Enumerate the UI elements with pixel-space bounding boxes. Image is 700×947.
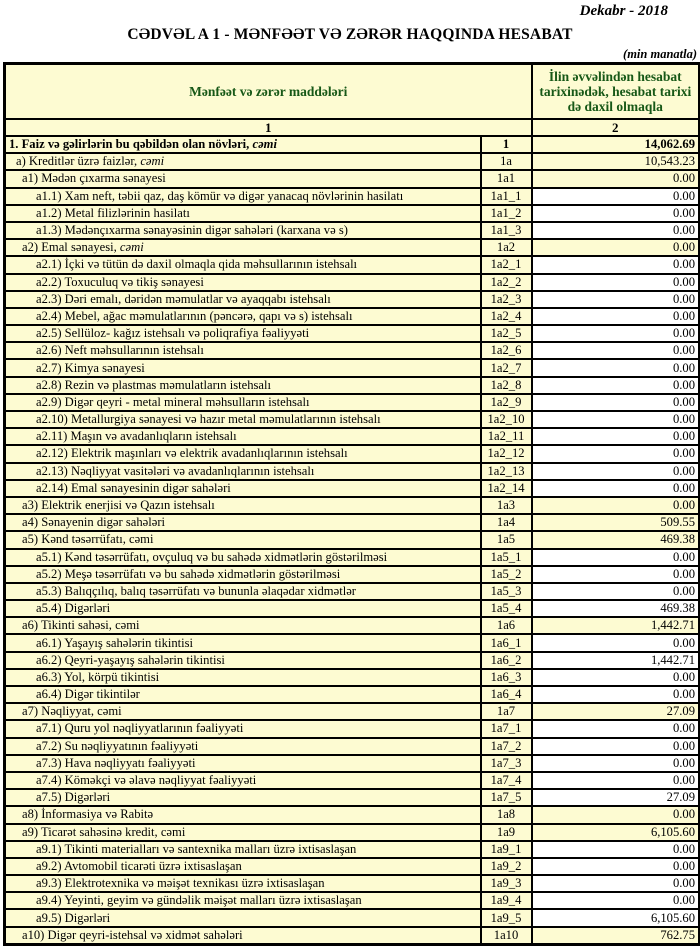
table-row bbox=[5, 342, 700, 359]
row-value: 27.09 bbox=[532, 703, 700, 720]
column-index-2: 2 bbox=[532, 119, 700, 136]
table-row bbox=[5, 514, 700, 531]
row-label: a5.4) Digərləri bbox=[5, 600, 481, 617]
row-code: 1a6 bbox=[481, 617, 532, 634]
row-code: 1a6_1 bbox=[481, 634, 532, 651]
row-value: 0.00 bbox=[532, 445, 700, 462]
row-code: 1a bbox=[481, 153, 532, 170]
row-label: a6.4) Digər tikintilər bbox=[5, 686, 481, 703]
row-label: a4) Sənayenin digər sahələri bbox=[5, 514, 481, 531]
profit-loss-table bbox=[3, 62, 700, 946]
row-label: a2.10) Metallurgiya sənayesi və hazır metal məmulatlarının istehsalı bbox=[5, 411, 481, 428]
table-row bbox=[5, 497, 700, 514]
row-label: a6) Tikinti sahəsi, cəmi bbox=[5, 617, 481, 634]
row-value: 0.00 bbox=[532, 858, 700, 875]
row-label: a6.3) Yol, körpü tikintisi bbox=[5, 669, 481, 686]
table-row bbox=[5, 789, 700, 806]
table-header-row bbox=[5, 64, 700, 120]
table-row bbox=[5, 600, 700, 617]
row-value: 0.00 bbox=[532, 806, 700, 823]
table-row bbox=[5, 411, 700, 428]
row-value: 0.00 bbox=[532, 841, 700, 858]
row-label: a2.7) Kimya sənayesi bbox=[5, 359, 481, 376]
table-row bbox=[5, 256, 700, 273]
row-code: 1 bbox=[481, 136, 532, 153]
table-row bbox=[5, 927, 700, 945]
page-title: CƏDVƏL A 1 - MƏNFƏƏT VƏ ZƏRƏR HAQQINDA HESABAT bbox=[127, 26, 573, 43]
row-label: a9.4) Yeyinti, geyim və gündəlik məişət malları üzrə ixtisaslaşan bbox=[5, 892, 481, 909]
table-row bbox=[5, 153, 700, 170]
report-period: Dekabr - 2018 bbox=[579, 3, 668, 19]
row-label: a9.2) Avtomobil ticarəti üzrə ixtisaslaşan bbox=[5, 858, 481, 875]
row-code: 1a2_6 bbox=[481, 342, 532, 359]
table-row bbox=[5, 188, 700, 205]
row-label: 1. Faiz və gəlirlərin bu qəbildən olan növləri, cəmi bbox=[5, 136, 481, 153]
row-code: 1a5_4 bbox=[481, 600, 532, 617]
row-code: 1a9_2 bbox=[481, 858, 532, 875]
table-row bbox=[5, 566, 700, 583]
row-label: a3) Elektrik enerjisi və Qazın istehsalı bbox=[5, 497, 481, 514]
row-label: a7.2) Su nəqliyyatının fəaliyyəti bbox=[5, 738, 481, 755]
row-value: 0.00 bbox=[532, 274, 700, 291]
row-label: a2.3) Dəri emalı, dəridən məmulatlar və ayaqqabı istehsalı bbox=[5, 291, 481, 308]
table-row bbox=[5, 703, 700, 720]
row-label: a2.13) Nəqliyyat vasitələri və avadanlıqlarının istehsalı bbox=[5, 463, 481, 480]
row-label: a) Kreditlər üzrə faizlər, cəmi bbox=[5, 153, 481, 170]
row-value: 1,442.71 bbox=[532, 617, 700, 634]
table-row bbox=[5, 136, 700, 153]
row-code: 1a2_10 bbox=[481, 411, 532, 428]
table-row bbox=[5, 583, 700, 600]
row-label: a8) İnformasiya və Rabitə bbox=[5, 806, 481, 823]
table-row bbox=[5, 394, 700, 411]
row-code: 1a9_1 bbox=[481, 841, 532, 858]
row-code: 1a6_3 bbox=[481, 669, 532, 686]
row-value: 0.00 bbox=[532, 738, 700, 755]
row-code: 1a5 bbox=[481, 531, 532, 548]
row-value: 0.00 bbox=[532, 377, 700, 394]
table-row bbox=[5, 463, 700, 480]
row-value: 0.00 bbox=[532, 359, 700, 376]
row-value: 0.00 bbox=[532, 205, 700, 222]
row-label: a1.1) Xam neft, təbii qaz, daş kömür və digər yanacaq növlərinin hasilatı bbox=[5, 188, 481, 205]
row-code: 1a5_3 bbox=[481, 583, 532, 600]
row-label: a5.3) Balıqçılıq, balıq təsərrüfatı və bununla əlaqədar xidmətlər bbox=[5, 583, 481, 600]
row-code: 1a7_3 bbox=[481, 755, 532, 772]
row-code: 1a2 bbox=[481, 239, 532, 256]
row-label: a2.14) Emal sənayesinin digər sahələri bbox=[5, 480, 481, 497]
table-row bbox=[5, 909, 700, 926]
row-label: a9) Ticarət sahəsinə kredit, cəmi bbox=[5, 824, 481, 841]
row-label: a9.3) Elektrotexnika və məişət texnikası üzrə ixtisaslaşan bbox=[5, 875, 481, 892]
row-value: 0.00 bbox=[532, 772, 700, 789]
row-value: 0.00 bbox=[532, 222, 700, 239]
table-row bbox=[5, 720, 700, 737]
row-label: a1.3) Mədənçıxarma sənayəsinin digər sahələri (karxana və s) bbox=[5, 222, 481, 239]
row-code: 1a2_4 bbox=[481, 308, 532, 325]
table-row bbox=[5, 274, 700, 291]
row-value: 0.00 bbox=[532, 583, 700, 600]
row-value: 6,105.60 bbox=[532, 824, 700, 841]
row-code: 1a7 bbox=[481, 703, 532, 720]
row-code: 1a9_3 bbox=[481, 875, 532, 892]
row-label: a1.2) Metal filizlərinin hasilatı bbox=[5, 205, 481, 222]
row-code: 1a2_1 bbox=[481, 256, 532, 273]
table-row bbox=[5, 755, 700, 772]
row-value: 0.00 bbox=[532, 188, 700, 205]
row-code: 1a7_1 bbox=[481, 720, 532, 737]
row-label: a2.11) Maşın və avadanlıqların istehsalı bbox=[5, 428, 481, 445]
unit-note: (min manatla) bbox=[623, 47, 697, 61]
row-label: a2.4) Mebel, ağac məmulatlarının (pəncərə, qapı və s) istehsalı bbox=[5, 308, 481, 325]
table-row bbox=[5, 686, 700, 703]
table-row bbox=[5, 634, 700, 651]
row-label: a5) Kənd təsərrüfatı, cəmi bbox=[5, 531, 481, 548]
row-value: 469.38 bbox=[532, 531, 700, 548]
row-code: 1a2_2 bbox=[481, 274, 532, 291]
table-row bbox=[5, 824, 700, 841]
table-row bbox=[5, 806, 700, 823]
row-value: 0.00 bbox=[532, 549, 700, 566]
table-row bbox=[5, 377, 700, 394]
table-row bbox=[5, 308, 700, 325]
table-body bbox=[5, 136, 700, 944]
row-value: 0.00 bbox=[532, 342, 700, 359]
table-row bbox=[5, 652, 700, 669]
row-value: 509.55 bbox=[532, 514, 700, 531]
row-value: 27.09 bbox=[532, 789, 700, 806]
row-value: 0.00 bbox=[532, 720, 700, 737]
row-label: a6.2) Qeyri-yaşayış sahələrin tikintisi bbox=[5, 652, 481, 669]
row-label: a2.6) Neft məhsullarının istehsalı bbox=[5, 342, 481, 359]
table-row bbox=[5, 669, 700, 686]
row-label: a6.1) Yaşayış sahələrin tikintisi bbox=[5, 634, 481, 651]
row-value: 0.00 bbox=[532, 634, 700, 651]
row-value: 0.00 bbox=[532, 308, 700, 325]
row-code: 1a7_4 bbox=[481, 772, 532, 789]
table-row bbox=[5, 875, 700, 892]
row-label: a7.3) Hava nəqliyyatı fəaliyyəti bbox=[5, 755, 481, 772]
row-code: 1a5_2 bbox=[481, 566, 532, 583]
row-value: 0.00 bbox=[532, 170, 700, 187]
row-label: a9.5) Digərləri bbox=[5, 909, 481, 926]
row-code: 1a2_12 bbox=[481, 445, 532, 462]
row-label: a1) Mədən çıxarma sənayesi bbox=[5, 170, 481, 187]
row-code: 1a4 bbox=[481, 514, 532, 531]
row-value: 469.38 bbox=[532, 600, 700, 617]
row-code: 1a2_5 bbox=[481, 325, 532, 342]
row-value: 0.00 bbox=[532, 480, 700, 497]
table-row bbox=[5, 480, 700, 497]
table-row bbox=[5, 772, 700, 789]
row-value: 762.75 bbox=[532, 927, 700, 945]
table-row bbox=[5, 239, 700, 256]
row-code: 1a2_9 bbox=[481, 394, 532, 411]
row-value: 0.00 bbox=[532, 686, 700, 703]
row-code: 1a8 bbox=[481, 806, 532, 823]
table-row bbox=[5, 445, 700, 462]
row-code: 1a2_13 bbox=[481, 463, 532, 480]
row-code: 1a6_4 bbox=[481, 686, 532, 703]
row-value: 0.00 bbox=[532, 497, 700, 514]
table-row bbox=[5, 549, 700, 566]
row-value: 0.00 bbox=[532, 566, 700, 583]
table-row bbox=[5, 222, 700, 239]
row-label: a2.5) Sellüloz- kağız istehsalı və poliqrafiya fəaliyyəti bbox=[5, 325, 481, 342]
column-index-row bbox=[5, 119, 700, 136]
row-label: a7.1) Quru yol nəqliyyatlarının fəaliyyəti bbox=[5, 720, 481, 737]
row-code: 1a10 bbox=[481, 927, 532, 945]
row-value: 0.00 bbox=[532, 755, 700, 772]
table-row bbox=[5, 892, 700, 909]
table-row bbox=[5, 291, 700, 308]
table-row bbox=[5, 617, 700, 634]
row-label: a2.12) Elektrik maşınları və elektrik avadanlıqlarının istehsalı bbox=[5, 445, 481, 462]
row-label: a2.2) Toxuculuq və tikiş sənayesi bbox=[5, 274, 481, 291]
row-code: 1a2_3 bbox=[481, 291, 532, 308]
row-value: 1,442.71 bbox=[532, 652, 700, 669]
row-value: 0.00 bbox=[532, 428, 700, 445]
row-label: a2.8) Rezin və plastmas məmulatların istehsalı bbox=[5, 377, 481, 394]
row-code: 1a5_1 bbox=[481, 549, 532, 566]
row-code: 1a9 bbox=[481, 824, 532, 841]
row-label: a7.4) Köməkçi və əlavə nəqliyyat fəaliyyəti bbox=[5, 772, 481, 789]
table-row bbox=[5, 325, 700, 342]
row-code: 1a1_3 bbox=[481, 222, 532, 239]
row-value: 0.00 bbox=[532, 256, 700, 273]
row-value: 6,105.60 bbox=[532, 909, 700, 926]
table-row bbox=[5, 359, 700, 376]
row-code: 1a2_8 bbox=[481, 377, 532, 394]
row-code: 1a3 bbox=[481, 497, 532, 514]
table-row bbox=[5, 531, 700, 548]
row-code: 1a2_14 bbox=[481, 480, 532, 497]
table-row bbox=[5, 858, 700, 875]
row-value: 0.00 bbox=[532, 325, 700, 342]
row-label: a7) Nəqliyyat, cəmi bbox=[5, 703, 481, 720]
row-value: 0.00 bbox=[532, 411, 700, 428]
table-row bbox=[5, 205, 700, 222]
row-code: 1a7_2 bbox=[481, 738, 532, 755]
row-value: 0.00 bbox=[532, 239, 700, 256]
row-value: 10,543.23 bbox=[532, 153, 700, 170]
table-row bbox=[5, 738, 700, 755]
row-label: a5.1) Kənd təsərrüfatı, ovçuluq və bu sahədə xidmətlərin göstərilməsi bbox=[5, 549, 481, 566]
row-label: a2.1) İçki və tütün də daxil olmaqla qida məhsullarının istehsalı bbox=[5, 256, 481, 273]
table-row bbox=[5, 428, 700, 445]
row-value: 0.00 bbox=[532, 394, 700, 411]
table-row bbox=[5, 170, 700, 187]
row-value: 0.00 bbox=[532, 669, 700, 686]
row-code: 1a1_2 bbox=[481, 205, 532, 222]
items-column-header: Mənfəət və zərər maddələri bbox=[5, 64, 532, 120]
column-index-1: 1 bbox=[5, 119, 532, 136]
row-code: 1a1_1 bbox=[481, 188, 532, 205]
row-label: a7.5) Digərləri bbox=[5, 789, 481, 806]
row-code: 1a6_2 bbox=[481, 652, 532, 669]
row-value: 14,062.69 bbox=[532, 136, 700, 153]
value-column-header: İlin əvvəlindən hesabat tarixinədək, hesabat tarixi də daxil olmaqla bbox=[532, 64, 700, 120]
row-value: 0.00 bbox=[532, 463, 700, 480]
row-code: 1a9_4 bbox=[481, 892, 532, 909]
row-label: a9.1) Tikinti materialları və santexnika malları üzrə ixtisaslaşan bbox=[5, 841, 481, 858]
row-label: a5.2) Meşə təsərrüfatı və bu sahədə xidmətlərin göstərilməsi bbox=[5, 566, 481, 583]
table-row bbox=[5, 841, 700, 858]
row-code: 1a7_5 bbox=[481, 789, 532, 806]
row-code: 1a1 bbox=[481, 170, 532, 187]
row-label: a10) Digər qeyri-istehsal və xidmət sahələri bbox=[5, 927, 481, 945]
row-label: a2.9) Digər qeyri - metal mineral məhsulların istehsalı bbox=[5, 394, 481, 411]
row-code: 1a2_11 bbox=[481, 428, 532, 445]
row-code: 1a2_7 bbox=[481, 359, 532, 376]
row-value: 0.00 bbox=[532, 875, 700, 892]
row-code: 1a9_5 bbox=[481, 909, 532, 926]
row-value: 0.00 bbox=[532, 892, 700, 909]
row-label: a2) Emal sənayesi, cəmi bbox=[5, 239, 481, 256]
row-value: 0.00 bbox=[532, 291, 700, 308]
